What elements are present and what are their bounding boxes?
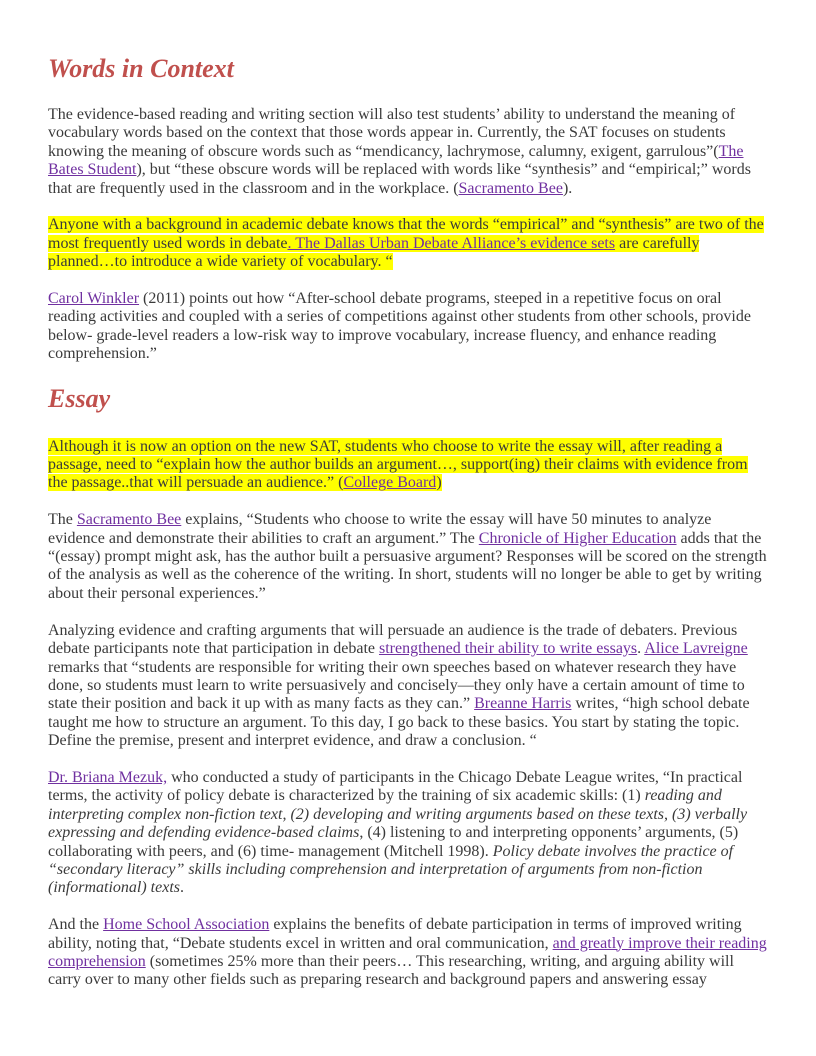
text: remarks that “students are responsible for writing their own speeches based on whatever research they have done, so students must learn to write persuasively and concisely—they only have a certain amount of time to state their position and back it up with as many facts as they can.” <box>48 658 745 713</box>
text: adds that the “(essay) prompt might ask, has the author built a persuasive argument? Responses will be scored on the strength of the analysis as well as the coherence of the writing. In short, students will no longer be able to get by writing about their personal experiences.” <box>48 529 767 602</box>
text: The evidence-based reading and writing section will also test students’ ability to understand the meaning of vocabulary words based on the context that those words appear in. Currently, the SAT focuses on students knowing the meaning of obscure words such as “mendicancy, lachrymose, calumny, exigent, garrulous”( <box>48 106 736 160</box>
italic-text: reading and interpreting complex non-fiction text, (2) developing and writing arguments based on these texts, (3) verbally expressing and defending evidence-based claims <box>48 787 748 842</box>
document-page <box>48 54 770 1008</box>
highlighted-text: ) <box>436 474 442 492</box>
link-briana-mezuk[interactable]: Dr. Briana Mezuk, <box>48 768 168 786</box>
paragraph-debaters-writing <box>48 622 770 751</box>
text: . <box>179 879 184 897</box>
text: , (4) listening to and interpreting opponents’ arguments, (5) collaborating with peers, and (6) time- management (Mitchell 1998). <box>48 824 739 860</box>
text: (sometimes 25% more than their peers… This researching, writing, and arguing ability will carry over to many other fields such as preparing research and background papers and answering essay <box>48 952 734 989</box>
highlighted-text: Anyone with a background in academic debate knows that the words “empirical” and “synthesis” are two of the most frequently used words in debate <box>48 216 764 252</box>
text: And the <box>48 916 104 934</box>
link-dallas-urban-debate-alliance[interactable]: . The Dallas Urban Debate Alliance’s evidence sets <box>287 234 616 252</box>
link-sacramento-bee[interactable]: Sacramento Bee <box>458 179 563 197</box>
section-heading-words-in-context: Words in Context <box>48 54 234 83</box>
text: The <box>48 511 77 529</box>
paragraph-home-school-association <box>48 916 770 990</box>
highlighted-text: are carefully planned…to introduce a wide variety of vocabulary. “ <box>48 234 700 271</box>
link-improve-reading-comprehension[interactable]: and greatly improve their reading comprehension <box>48 934 767 970</box>
link-breanne-harris[interactable]: Breanne Harris <box>474 695 572 713</box>
text: . <box>637 640 645 658</box>
paragraph-carol-winkler <box>48 290 770 364</box>
link-alice-lavreigne[interactable]: Alice Lavreigne <box>644 640 748 658</box>
paragraph-debate-vocabulary-highlighted <box>48 216 770 271</box>
link-home-school-association[interactable]: Home School Association <box>103 916 270 934</box>
text: ), but “these obscure words will be replaced with words like “synthesis” and “empirical;” words that are frequently used in the classroom and in the workplace. ( <box>48 161 751 197</box>
link-college-board[interactable]: College Board <box>343 474 437 492</box>
text: Analyzing evidence and crafting arguments that will persuade an audience is the trade of debaters. Previous debate participants note that participation in debate <box>48 621 738 658</box>
text: explains, “Students who choose to write the essay will have 50 minutes to analyze evidence and demonstrate their abilities to craft an argument.” The <box>48 511 712 547</box>
link-strengthened-ability-essays[interactable]: strengthened their ability to write essays <box>378 640 638 658</box>
link-chronicle-of-higher-education[interactable]: Chronicle of Higher Education <box>478 529 677 547</box>
paragraph-sacramento-bee-essay <box>48 511 770 603</box>
paragraph-briana-mezuk <box>48 769 770 898</box>
italic-text: Policy debate involves the practice of “secondary literacy” skills including comprehension and interpretation of arguments from non-fiction (informational) texts <box>48 842 734 897</box>
text: who conducted a study of participants in the Chicago Debate League writes, “In practical terms, the activity of policy debate is characterized by the training of six academic skills: (1) <box>48 768 743 805</box>
text: ). <box>562 179 573 197</box>
text: writes, “high school debate taught me how to structure an argument. To this day, I go back to these basics. You start by stating the topic. Define the premise, present and interpret evidence, and draw a conclusion. “ <box>48 695 750 750</box>
highlighted-text: Although it is now an option on the new SAT, students who choose to write the essay will, after reading a passage, need to “explain how the author builds an argument…, support(ing) their claims with evidence from the passage..that will persuade an audience.” ( <box>48 437 748 492</box>
link-carol-winkler[interactable]: Carol Winkler <box>48 290 140 308</box>
link-sacramento-bee[interactable]: Sacramento Bee <box>76 511 182 529</box>
text: (2011) points out how “After-school debate programs, steeped in a repetitive focus on oral reading activities and coupled with a series of competitions against other students from other schools, provide below- grade-level readers a low-risk way to improve vocabulary, increase fluency, and enhance reading comprehension.” <box>48 290 751 363</box>
paragraph-sat-essay-highlighted <box>48 438 770 493</box>
text: explains the benefits of debate participation in terms of improved writing ability, noting that, “Debate students excel in written and oral communication, <box>48 916 742 952</box>
paragraph-sat-vocabulary <box>48 106 770 198</box>
section-heading-essay: Essay <box>48 383 111 413</box>
link-bates-student[interactable]: The Bates Student <box>48 142 744 179</box>
